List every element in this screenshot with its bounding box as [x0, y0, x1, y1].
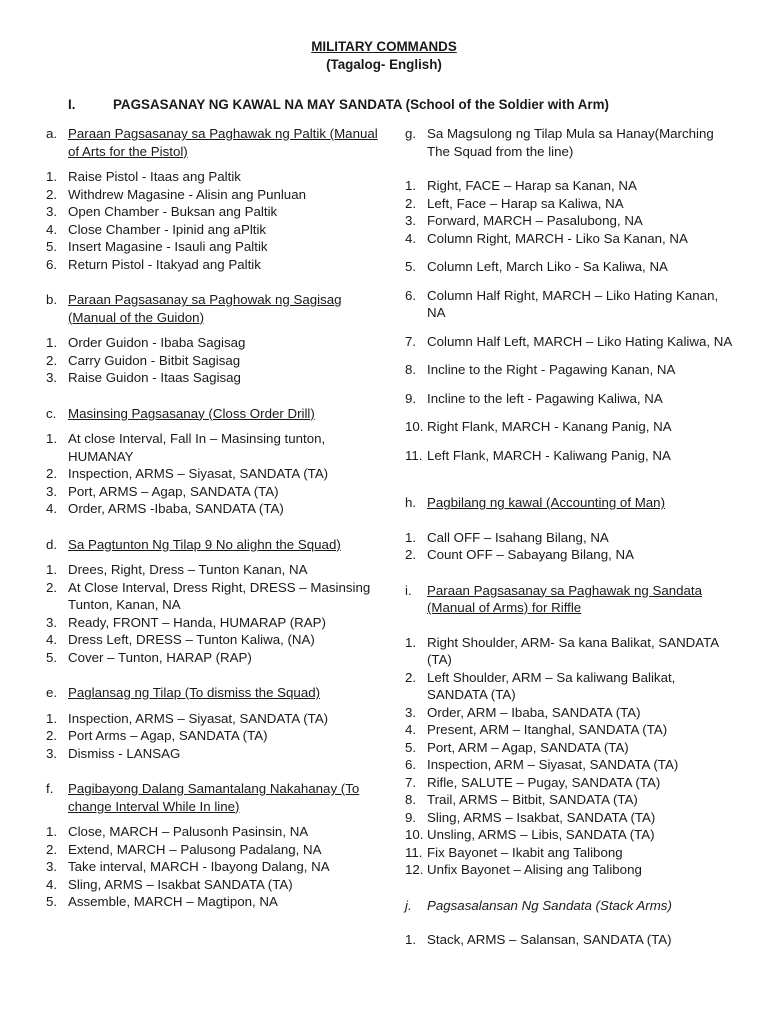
list-item — [405, 721, 735, 739]
list-item — [405, 212, 735, 230]
item-text: Inspection, ARMS – Siyasat, SANDATA (TA) — [68, 466, 329, 481]
item-number: 5. — [405, 739, 417, 755]
item-text: Order, ARM – Ibaba, SANDATA (TA) — [427, 704, 641, 720]
item-text: Order Guidon - Ibaba Sagisag — [68, 335, 246, 350]
item-text: Drees, Right, Dress – Tunton Kanan, NA — [68, 562, 308, 577]
command-list — [405, 177, 735, 464]
item-number: 3. — [46, 370, 58, 385]
item-number: 10. — [405, 419, 424, 434]
item-number: 1. — [405, 634, 417, 650]
list-item — [46, 369, 378, 387]
item-text: Inspection, ARM – Siyasat, SANDATA (TA) — [427, 757, 679, 772]
section-heading — [46, 536, 378, 554]
item-text: Column Right, MARCH - Liko Sa Kanan, NA — [427, 230, 688, 246]
item-text: Left Shoulder, ARM – Sa kaliwang Balikat, SANDATA (TA) — [427, 669, 676, 702]
item-text: Raise Guidon - Itaas Sagisag — [68, 370, 241, 385]
item-text: Sling, ARMS – Isakbat, SANDATA (TA) — [427, 809, 656, 825]
item-number: 1. — [405, 529, 417, 545]
item-number: 3. — [46, 614, 58, 630]
section-letter: f. — [46, 781, 54, 796]
command-list — [405, 529, 735, 564]
item-text: Column Left, March Liko - Sa Kaliwa, NA — [427, 259, 668, 274]
list-item — [46, 841, 378, 859]
item-text: Left Flank, MARCH - Kaliwang Panig, NA — [427, 447, 671, 463]
item-text: Forward, MARCH – Pasalubong, NA — [427, 213, 643, 228]
item-text: Port, ARM – Agap, SANDATA (TA) — [427, 739, 629, 755]
list-item — [46, 710, 378, 728]
item-text: Extend, MARCH – Palusong Padalang, NA — [68, 841, 322, 857]
section-a — [46, 125, 378, 273]
item-text: Order, ARMS -Ibaba, SANDATA (TA) — [68, 501, 284, 516]
list-item — [46, 893, 378, 911]
item-text: Left, Face – Harap sa Kaliwa, NA — [427, 195, 624, 211]
item-text: At close Interval, Fall In – Masinsing tunton, HUMANAY — [68, 431, 326, 464]
list-item — [405, 931, 735, 949]
part-number: I. — [68, 97, 76, 112]
section-heading — [46, 405, 378, 423]
list-item — [405, 756, 735, 774]
item-number: 1. — [405, 178, 417, 193]
document-title: MILITARY COMMANDS — [311, 39, 457, 54]
item-text: Incline to the left - Pagawing Kaliwa, NA — [427, 390, 663, 406]
item-number: 2. — [46, 466, 58, 481]
item-text: Withdrew Magasine - Alisin ang Punluan — [68, 186, 306, 202]
section-i — [405, 582, 735, 879]
item-number: 1. — [46, 335, 58, 350]
section-letter: e. — [46, 685, 58, 700]
section-title: Pagsasalansan Ng Sandata (Stack Arms) — [427, 897, 672, 913]
item-number: 3. — [46, 745, 58, 761]
item-number: 6. — [405, 757, 417, 772]
item-text: Incline to the Right - Pagawing Kanan, NA — [427, 362, 676, 377]
item-number: 8. — [405, 792, 417, 807]
item-text: Close, MARCH – Palusonh Pasinsin, NA — [68, 824, 309, 839]
item-text: Assemble, MARCH – Magtipon, NA — [68, 894, 278, 909]
item-number: 4. — [405, 722, 417, 737]
list-item — [405, 774, 735, 792]
item-number: 5. — [46, 894, 58, 909]
list-item — [405, 861, 735, 879]
item-number: 11. — [405, 844, 423, 860]
part-title: PAGSASANAY NG KAWAL NA MAY SANDATA (School of the Soldier with Arm) — [113, 97, 609, 112]
section-title: Paraan Pagsasanay sa Paghawak ng Sandata (Manual of Arms) for Riffle — [427, 582, 703, 615]
document-header — [0, 38, 768, 74]
item-text: Raise Pistol - Itaas ang Paltik — [68, 169, 241, 184]
item-number: 1. — [46, 169, 58, 184]
list-item — [46, 430, 378, 465]
item-text: At Close Interval, Dress Right, DRESS – Masinsing Tunton, Kanan, NA — [68, 579, 371, 612]
list-item — [405, 333, 735, 351]
item-number: 1. — [46, 824, 58, 839]
list-item — [46, 614, 378, 632]
section-heading — [405, 582, 735, 617]
list-item — [405, 230, 735, 248]
document-subtitle: (Tagalog- English) — [326, 57, 442, 72]
left-column — [46, 125, 378, 911]
section-letter: b. — [46, 292, 58, 307]
list-item — [46, 649, 378, 667]
list-item — [405, 634, 735, 669]
item-number: 7. — [405, 774, 417, 790]
item-number: 12. — [405, 862, 424, 877]
section-title: Sa Pagtunton Ng Tilap 9 No alighn the Squad) — [68, 536, 341, 552]
item-number: 3. — [46, 859, 58, 874]
item-text: Take interval, MARCH - Ibayong Dalang, NA — [68, 859, 330, 874]
list-item — [405, 447, 735, 465]
section-f — [46, 780, 378, 911]
list-item — [46, 579, 378, 614]
section-letter: d. — [46, 536, 58, 552]
item-text: Present, ARM – Itanghal, SANDATA (TA) — [427, 722, 668, 737]
section-title: Paraan Pagsasanay sa Paghowak ng Sagisag (Manual of the Guidon) — [68, 292, 342, 325]
item-number: 4. — [46, 221, 58, 237]
item-number: 2. — [46, 728, 58, 743]
section-letter: h. — [405, 495, 417, 510]
item-text: Right, FACE – Harap sa Kanan, NA — [427, 178, 637, 193]
item-number: 1. — [46, 562, 58, 577]
item-number: 1. — [46, 431, 58, 446]
item-number: 2. — [405, 195, 417, 211]
section-title: Paraan Pagsasanay sa Paghawak ng Paltik (Manual of Arts for the Pistol) — [68, 126, 378, 159]
list-item — [46, 465, 378, 483]
item-number: 4. — [46, 632, 58, 647]
item-number: 3. — [46, 483, 58, 499]
item-text: Column Half Left, MARCH – Liko Hating Kaliwa, NA — [427, 333, 733, 349]
section-title: Paglansag ng Tilap (To dismiss the Squad) — [68, 685, 321, 700]
list-item — [405, 195, 735, 213]
item-text: Insert Magasine - Isauli ang Paltik — [68, 239, 268, 254]
list-item — [46, 561, 378, 579]
list-item — [46, 238, 378, 256]
item-text: Fix Bayonet – Ikabit ang Talibong — [427, 844, 623, 860]
item-text: Dismiss - LANSAG — [68, 745, 181, 761]
list-item — [46, 221, 378, 239]
list-item — [405, 704, 735, 722]
list-item — [46, 823, 378, 841]
item-text: Count OFF – Sabayang Bilang, NA — [427, 547, 634, 562]
item-text: Right Shoulder, ARM- Sa kana Balikat, SANDATA (TA) — [427, 634, 719, 667]
item-text: Open Chamber - Buksan ang Paltik — [68, 204, 278, 219]
list-item — [405, 791, 735, 809]
command-list — [46, 710, 378, 763]
section-e — [46, 684, 378, 762]
section-title: Pagbilang ng kawal (Accounting of Man) — [427, 495, 666, 510]
list-item — [46, 631, 378, 649]
list-item — [46, 334, 378, 352]
command-list — [46, 823, 378, 911]
list-item — [405, 287, 735, 322]
item-number: 3. — [405, 704, 417, 720]
item-number: 2. — [405, 669, 417, 685]
item-number: 10. — [405, 827, 424, 842]
item-number: 6. — [405, 287, 417, 303]
list-item — [46, 352, 378, 370]
item-text: Unfix Bayonet – Alising ang Talibong — [427, 862, 642, 877]
section-h — [405, 494, 735, 564]
item-text: Cover – Tunton, HARAP (RAP) — [68, 649, 252, 665]
section-d — [46, 536, 378, 667]
item-number: 2. — [405, 547, 417, 562]
list-item — [405, 809, 735, 827]
section-letter: c. — [46, 405, 57, 421]
item-number: 9. — [405, 809, 417, 825]
list-item — [405, 390, 735, 408]
item-number: 6. — [46, 256, 58, 272]
item-number: 5. — [46, 239, 58, 254]
section-c — [46, 405, 378, 518]
item-number: 4. — [46, 501, 58, 516]
item-text: Inspection, ARMS – Siyasat, SANDATA (TA) — [68, 710, 329, 726]
section-heading — [405, 897, 735, 915]
section-title: Masinsing Pagsasanay (Closs Order Drill) — [68, 405, 315, 421]
section-g — [405, 125, 735, 464]
section-heading — [405, 494, 735, 512]
section-title: Sa Magsulong ng Tilap Mula sa Hanay(Marching The Squad from the line) — [427, 126, 714, 159]
command-list — [46, 334, 378, 387]
section-heading — [46, 125, 378, 160]
list-item — [405, 546, 735, 564]
item-text: Unsling, ARMS – Libis, SANDATA (TA) — [427, 827, 655, 842]
item-text: Port, ARMS – Agap, SANDATA (TA) — [68, 483, 279, 499]
section-heading — [46, 780, 378, 815]
item-number: 3. — [46, 204, 58, 219]
section-letter: a. — [46, 126, 58, 141]
item-number: 2. — [46, 841, 58, 857]
command-list — [46, 168, 378, 273]
command-list — [405, 634, 735, 879]
item-number: 9. — [405, 390, 417, 406]
command-list — [46, 430, 378, 518]
item-number: 7. — [405, 333, 417, 349]
section-letter: i. — [405, 582, 412, 598]
section-heading — [46, 684, 378, 702]
list-item — [405, 361, 735, 379]
item-text: Dress Left, DRESS – Tunton Kaliwa, (NA) — [68, 632, 315, 647]
item-text: Call OFF – Isahang Bilang, NA — [427, 529, 609, 545]
section-b — [46, 291, 378, 387]
list-item — [46, 858, 378, 876]
list-item — [46, 727, 378, 745]
list-item — [46, 483, 378, 501]
section-j — [405, 897, 735, 949]
list-item — [46, 500, 378, 518]
item-number: 2. — [46, 579, 58, 595]
command-list — [405, 931, 735, 949]
item-number: 3. — [405, 213, 417, 228]
item-number: 4. — [405, 230, 417, 246]
item-text: Rifle, SALUTE – Pugay, SANDATA (TA) — [427, 774, 661, 790]
item-number: 8. — [405, 362, 417, 377]
item-text: Port Arms – Agap, SANDATA (TA) — [68, 728, 268, 743]
part-heading — [68, 96, 708, 114]
list-item — [405, 739, 735, 757]
section-title: Pagibayong Dalang Samantalang Nakahanay (To change Interval While In line) — [68, 781, 360, 814]
list-item — [405, 258, 735, 276]
section-letter: g. — [405, 126, 417, 141]
right-column — [405, 125, 735, 949]
item-text: Return Pistol - Itakyad ang Paltik — [68, 256, 261, 272]
list-item — [405, 669, 735, 704]
list-item — [405, 177, 735, 195]
item-text: Close Chamber - Ipinid ang aPltik — [68, 221, 267, 237]
section-heading — [46, 291, 378, 326]
command-list — [46, 561, 378, 666]
item-text: Column Half Right, MARCH – Liko Hating Kanan, NA — [427, 287, 719, 320]
item-number: 2. — [46, 352, 58, 368]
section-heading — [405, 125, 735, 160]
list-item — [46, 256, 378, 274]
item-number: 5. — [405, 259, 417, 274]
list-item — [46, 186, 378, 204]
list-item — [405, 826, 735, 844]
list-item — [405, 844, 735, 862]
list-item — [46, 203, 378, 221]
item-text: Right Flank, MARCH - Kanang Panig, NA — [427, 419, 672, 434]
item-number: 4. — [46, 876, 58, 892]
item-number: 1. — [405, 932, 417, 947]
list-item — [46, 168, 378, 186]
item-text: Carry Guidon - Bitbit Sagisag — [68, 352, 241, 368]
list-item — [46, 745, 378, 763]
item-text: Sling, ARMS – Isakbat SANDATA (TA) — [68, 876, 293, 892]
list-item — [405, 418, 735, 436]
item-text: Trail, ARMS – Bitbit, SANDATA (TA) — [427, 792, 638, 807]
item-text: Stack, ARMS – Salansan, SANDATA (TA) — [427, 932, 672, 947]
item-number: 11. — [405, 447, 423, 463]
item-number: 1. — [46, 710, 58, 726]
list-item — [46, 876, 378, 894]
section-letter: j. — [405, 897, 412, 913]
list-item — [405, 529, 735, 547]
item-number: 2. — [46, 186, 58, 202]
item-text: Ready, FRONT – Handa, HUMARAP (RAP) — [68, 614, 326, 630]
item-number: 5. — [46, 649, 58, 665]
